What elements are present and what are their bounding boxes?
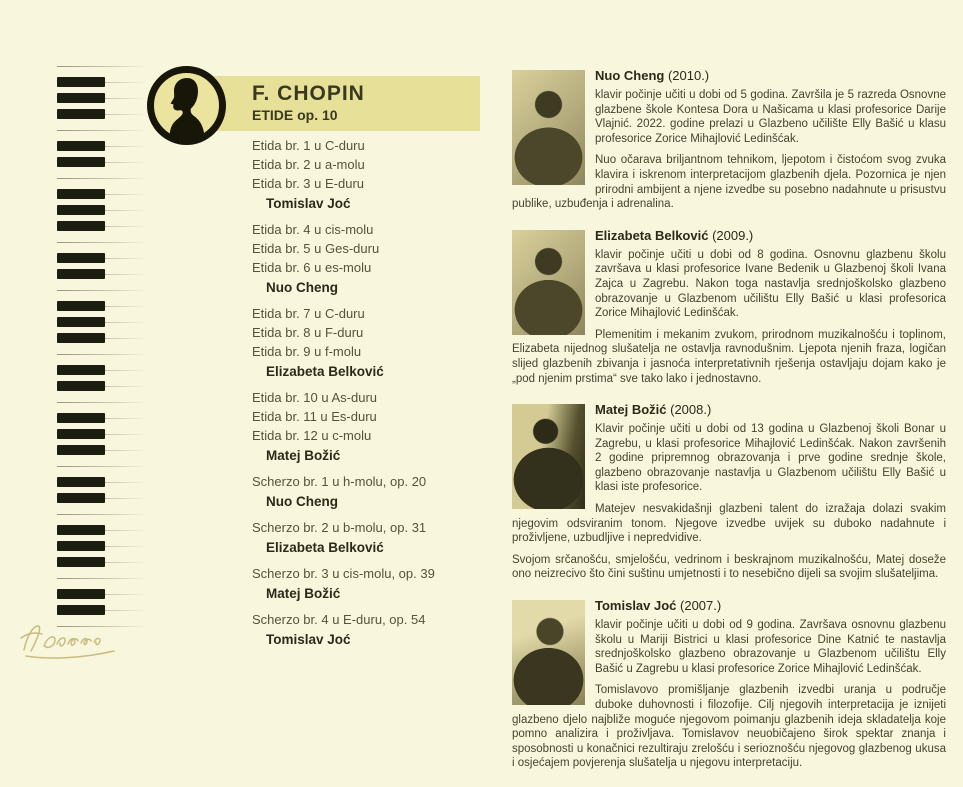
black-key [57,253,105,263]
program-performer: Matej Božić [266,586,341,601]
black-key [57,141,105,151]
birth-year: (2009.) [708,227,754,243]
white-key-line [57,66,147,67]
black-key [57,493,105,503]
white-key-line [57,178,147,179]
black-key [57,301,105,311]
program-piece: Etida br. 2 u a-molu [252,157,365,172]
black-key [57,77,105,87]
program-piece: Etida br. 3 u E-duru [252,176,365,191]
black-key [57,557,105,567]
program-piece: Etida br. 6 u es-molu [252,260,372,275]
chopin-signature-icon [14,614,124,662]
bio-paragraph: Plemenitim i mekanim zvukom, prirodnom muzikalnošću i toplinom, Elizabeta nijednog slušatelja ne ostavlja ravnodušnim. Ljepota njenih fraza, logičan slijed glazbenih zbivanja i jasnoća interpretativnih rješenja ostavljaju dojam kako je „pod njenim prstima“ sve tako lako i jednostavno. [512,328,946,385]
program-piece: Etida br. 11 u Es-duru [252,409,377,424]
program-list [252,136,482,656]
bio-paragraph: Svojom srčanošću, smjelošću, vedrinom i beskrajnom muzikalnošću, Matej doseže ono neizrecivo što čini suštinu umjetnosti i to nesebično dijeli sa svojim slušateljima. [512,553,946,581]
performer-bio [512,228,946,393]
black-key [57,189,105,199]
performer-bio [512,68,946,219]
performer-name: Elizabeta Belković [595,227,709,243]
performer-name: Nuo Cheng [595,68,665,83]
black-key [57,221,105,231]
black-key [57,429,105,439]
program-performer: Nuo Cheng [266,280,338,295]
black-key [57,477,105,487]
white-key-line [57,466,147,467]
program-piece: Etida br. 7 u C-duru [252,306,365,321]
white-key-line [57,130,147,131]
piano-keyboard-graphic [57,66,149,628]
performer-name: Matej Božić [595,402,667,418]
white-key-line [57,514,147,515]
program-piece: Scherzo br. 3 u cis-molu, op. 39 [252,566,435,581]
sepia-portrait-girl [512,70,585,185]
birth-year: (2007.) [676,598,722,614]
black-key [57,205,105,215]
black-key [57,445,105,455]
program-piece: Etida br. 10 u As-duru [252,390,378,405]
program-piece: Scherzo br. 4 u E-duru, op. 54 [252,612,426,627]
bio-paragraph: klavir počinje učiti u dobi od 9 godina. Završava osnovnu glazbenu školu u Mariji Bistrici u klasi profesorice Dine Katnić te nastavlja srednjoškolsko glazbeno obrazovanje u Glazbenom učilištu Elly Bašić u Zagrebu u klasi profesorice Zorice Mihajlović Ledinšćak. [595,619,946,675]
program-performer: Nuo Cheng [266,494,338,509]
black-key [57,269,105,279]
header [252,82,365,124]
program-performer: Matej Božić [266,448,341,463]
program-piece: Etida br. 4 u cis-molu [252,222,374,237]
black-key [57,413,105,423]
bio-paragraph: Klavir počinje učiti u dobi od 13 godina u Glazbenoj školi Bonar u Zagrebu, u klasi profesorice Mihajlović Ledinšćak. Nakon završenih 2 godine pripremnog obrazovanja i prve godine srednje škole, glazbeno obrazovanje nastavlja u Glazbenom učilištu Elly Bašić u klasi iste profesorice. [595,423,946,494]
white-key-line [57,242,147,243]
bios [512,68,946,787]
composer-title: F. CHOPIN [252,82,365,105]
black-key [57,381,105,391]
black-key [57,589,105,599]
black-key [57,541,105,551]
program-piece: Etida br. 5 u Ges-duru [252,241,380,256]
bio-paragraph: Nuo očarava briljantnom tehnikom, ljepotom i čistoćom svog zvuka klavira i iskrenom interpretacijom glazbenih djela. Pozornica je njen prirodni ambijent a njene izvedbe su posebno nadahnute u prisustvu publike, uzbuđenja i adrenalina. [512,154,946,211]
bio-paragraph: klavir počinje učiti u dobi od 5 godina. Završila je 5 razreda Osnovne glazbene škole Kontesa Dora u Našicama u klasi profesorice Darije Vlajnić. 2022. godine prelazi u Glazbeno učilište Elly Bašić u klasu profesorice Zorice Mihajlović Ledinšćak. [595,89,946,145]
bio-paragraph: klavir počinje učiti u dobi od 8 godina. Osnovnu glazbenu školu završava u klasi profesorice Ivane Bedenik u Glazbenoj školi Ivana Zajca u Zagrebu. Nakon toga nastavlja srednjoškolsko glazbeno obrazovanje u Glazbenom učilištu Elly Bašić u klasi profesorica Zorice Mihajlović Ledinšćak. [595,248,946,320]
black-key [57,317,105,327]
program-piece: Etida br. 8 u F-duru [252,325,364,340]
program-piece: Scherzo br. 2 u b-molu, op. 31 [252,520,427,535]
performer-name: Tomislav Joć [595,598,677,614]
work-subtitle: ETIDE op. 10 [252,107,338,123]
black-key [57,93,105,103]
white-key-line [57,578,147,579]
birth-year: (2010.) [664,68,710,83]
black-key [57,525,105,535]
white-key-line [57,354,147,355]
bio-paragraph: Tomislavovo promišljanje glazbenih izvedbi uranja u područje duboke duhovnosti i filozofije. Cilj njegovih interpretacija je iznijeti glazbeno djelo najbliže moguće njegovom poimanju glazbenih ideja skladatelja koje pomno analizira i proživljava. Tomislavov neuobičajeno širok spektar znanja i sposobnosti u konačnici rezultiraju zrelošću i serioznošću njegovog glazbenog ukusa i osjećajem povjerenja slušatelja u njegovu interpretaciju. [512,684,946,770]
program-piece: Etida br. 1 u C-duru [252,138,365,153]
white-key-line [57,626,147,627]
program-piece: Etida br. 12 u c-molu [252,428,372,443]
sepia-portrait-girl [512,230,585,335]
program-performer: Elizabeta Belković [266,540,384,555]
white-key-line [57,290,147,291]
black-key [57,365,105,375]
program-piece: Scherzo br. 1 u h-molu, op. 20 [252,474,427,489]
sepia-portrait-boy [512,404,585,509]
black-key [57,109,105,119]
program-performer: Tomislav Joć [266,632,351,647]
program-performer: Elizabeta Belković [266,364,384,379]
performer-bio [512,402,946,589]
black-key [57,333,105,343]
black-key [57,157,105,167]
white-key-line [57,402,147,403]
program-piece: Etida br. 9 u f-molu [252,344,362,359]
birth-year: (2008.) [666,402,712,418]
program-performer: Tomislav Joć [266,196,351,211]
black-key [57,605,105,615]
sepia-portrait-boy [512,600,585,705]
performer-bio [512,598,946,778]
bio-paragraph: Matejev nesvakidašnji glazbeni talent do izražaja dolazi svakim njegovim odsviranim tonom. Njegove izvedbe uvijek su duboko nadahnute i proživljene, uzbudljive i nepredvidive. [512,503,946,545]
chopin-portrait-icon [146,65,227,146]
